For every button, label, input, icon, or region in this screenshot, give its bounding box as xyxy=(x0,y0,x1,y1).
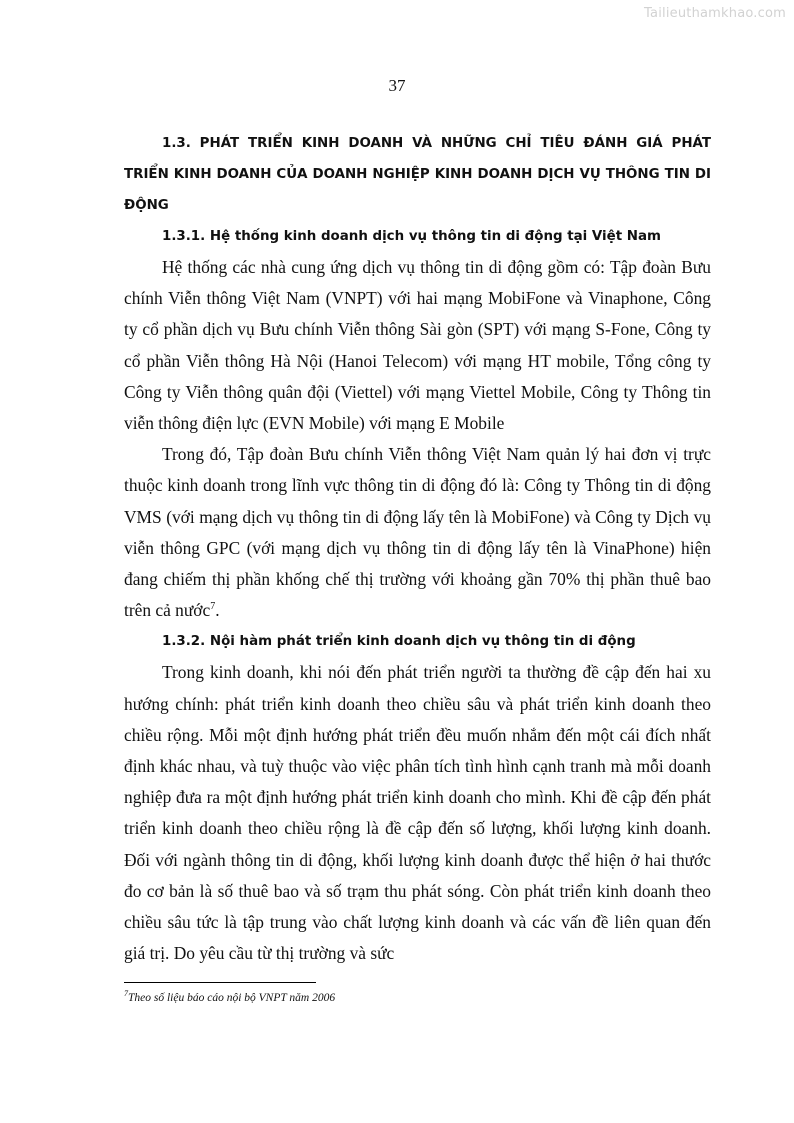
paragraph: Hệ thống các nhà cung ứng dịch vụ thông tin di động gồm có: Tập đoàn Bưu chính Viễn thông Việt Nam (VNPT) với hai mạng MobiFone và Vinaphone, Công ty cổ phần dịch vụ Bưu chính Viễn thông Sài gòn (SPT) với mạng S-Fone, Công ty cổ phần Viễn thông Hà Nội (Hanoi Telecom) với mạng HT mobile, Tổng công ty Công ty Viễn thông quân đội (Viettel) với mạng Viettel Mobile, Công ty Thông tin viễn thông điện lực (EVN Mobile) với mạng E Mobile xyxy=(124,257,711,434)
section-heading-text: 1.3. PHÁT TRIỂN KINH DOANH VÀ NHỮNG CHỈ TIÊU ĐÁNH GIÁ PHÁT TRIỂN KINH DOANH CỦA DOANH NGHIỆP KINH DOANH DỊCH VỤ THÔNG TIN DI ĐỘNG xyxy=(124,136,711,213)
page-body xyxy=(124,128,711,969)
footnote-reference[interactable]: 7 xyxy=(210,601,216,613)
subsection-title-1: 1.3.1. Hệ thống kinh doanh dịch vụ thông tin di động tại Việt Nam xyxy=(162,229,661,244)
paragraph-with-footnote: Trong đó, Tập đoàn Bưu chính Viễn thông Việt Nam quản lý hai đơn vị trực thuộc kinh doanh trong lĩnh vực thông tin di động đó là: Công ty Thông tin di động VMS (với mạng dịch vụ thông tin di động lấy tên là MobiFone) và Công ty Dịch vụ viễn thông GPC (với mạng dịch vụ thông tin di động lấy tên là VinaPhone) hiện đang chiếm thị phần khống chế thị trường với khoảng gần 70% thị phần thuê bao trên cả nước$^7$. xyxy=(124,444,711,621)
page-number: 37 xyxy=(388,76,406,95)
footnote-text: Theo số liệu báo cáo nội bộ VNPT năm 2006 xyxy=(128,992,336,1004)
footnote xyxy=(124,989,336,1004)
subsection-title-2: 1.3.2. Nội hàm phát triển kinh doanh dịch vụ thông tin di động xyxy=(162,634,636,650)
paragraph: Trong kinh doanh, khi nói đến phát triển người ta thường đề cập đến hai xu hướng chính: phát triển kinh doanh theo chiều sâu và phát triển kinh doanh theo chiều rộng. Mỗi một định hướng phát triển đều muốn nhắm đến một cái đích nhất định khác nhau, và tuỳ thuộc vào việc phân tích tình hình cạnh tranh mà mỗi doanh nghiệp đưa ra một định hướng phát triển kinh doanh cho mình. Khi đề cập đến phát triển kinh doanh theo chiều rộng là đề cập đến số lượng, khối lượng kinh doanh. Đối với ngành thông tin di động, khối lượng kinh doanh được thể hiện ở hai thước đo cơ bản là số thuê bao và số trạm thu phát sóng. Còn phát triển kinh doanh theo chiều sâu tức là tập trung vào chất lượng kinh doanh và các vấn đề liên quan đến giá trị. Do yêu cầu từ thị trường và sức xyxy=(124,662,711,964)
footnote-divider xyxy=(124,982,316,983)
watermark: Tailieuthamkhao.com xyxy=(644,6,786,21)
footnote-marker: 7 xyxy=(124,989,128,999)
paragraph-text: Trong đó, Tập đoàn Bưu chính Viễn thông Việt Nam quản lý hai đơn vị trực thuộc kinh doanh trong lĩnh vực thông tin di động đó là: Công ty Thông tin di động VMS (với mạng dịch vụ thông tin di động lấy tên là MobiFone) và Công ty Dịch vụ viễn thông GPC (với mạng dịch vụ thông tin di động lấy tên là VinaPhone) hiện đang chiếm thị phần khống chế thị trường với khoảng gần 70% thị phần thuê bao trên cả nước xyxy=(124,444,711,621)
section-heading xyxy=(124,128,711,221)
